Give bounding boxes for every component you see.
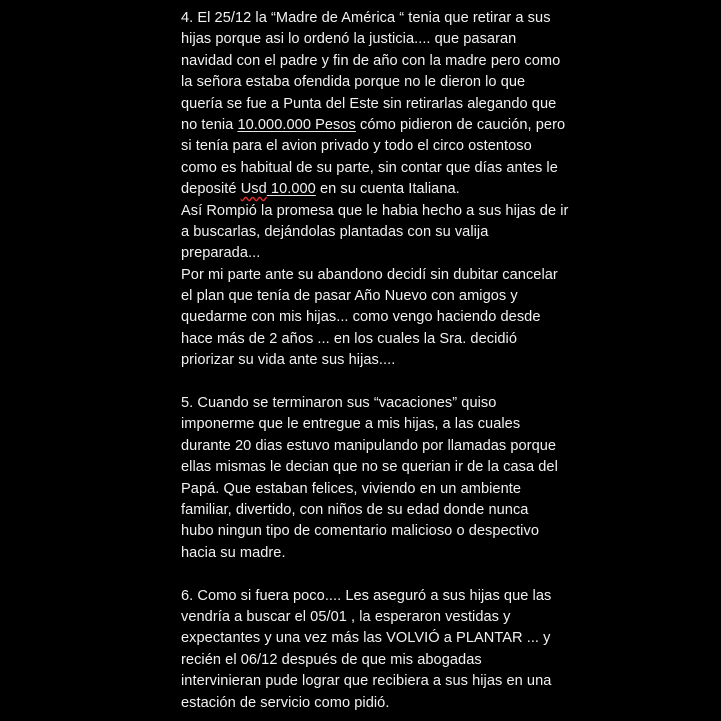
text-line: quedarme con mis hijas... como vengo haciendo desde [181,309,541,326]
text-line [181,179,551,200]
paragraph-spacer [181,564,551,585]
text-line: Papá. Que estaban felices, viviendo en un ambiente [181,480,522,497]
paragraph-5 [181,393,558,564]
text-line: vendría a buscar el 05/01 , la esperaron vestidas y [181,608,511,625]
text-run: cómo pidieron de caución, pero [355,116,566,133]
text-line: hacia su madre. [181,544,286,561]
text-line [181,115,566,136]
text-line: preparada... [181,245,261,262]
text-line: familiar, divertido, con niños de su edad donde nunca [181,501,529,518]
text-line: hace más de 2 años ... en los cuales la Sra. decidió [181,330,518,347]
text-line: estación de servicio como pidió. [181,694,390,711]
text-line: priorizar su vida ante sus hijas.... [181,352,396,369]
underlined-amount: 10.000 [266,181,316,198]
paragraph-4 [181,8,569,372]
text-line: hijas porque asi lo ordenó la justicia.... que pasaran [181,31,517,48]
text-line: a buscarlas, dejándolas plantadas con su valija [181,223,489,240]
paragraph-spacer [181,372,551,393]
text-line: la señora estaba ofendida porque no le dieron lo que [181,74,526,91]
paragraph-6 [181,586,551,714]
text-line: hubo ningun tipo de comentario malicioso o despectivo [181,523,539,540]
text-line: expectantes y una vez más las VOLVIÓ a PLANTAR ... y [181,630,551,647]
text-line: imponerme que le entregue a mis hijas, a las cuales [181,416,521,433]
text-line: durante 20 dias estuvo manipulando por llamadas porque [181,437,557,454]
text-line: 4. El 25/12 la “Madre de América “ tenia que retirar a sus [181,10,551,26]
text-line: si tenía para el avion privado y todo el circo ostentoso [181,138,532,155]
text-line: recién el 06/12 después de que mis abogadas [181,651,482,668]
document-body [181,8,569,714]
spellcheck-word: Usd [240,181,267,198]
text-line: quería se fue a Punta del Este sin retirarlas alegando que [181,95,557,112]
text-run: no tenia [181,116,238,133]
text-line: el plan que tenía de pasar Año Nuevo con amigos y [181,288,518,305]
text-line: navidad con el padre y fin de año con la madre pero como [181,52,561,69]
text-line: intervinieran pude lograr que recibiera a sus hijas en una [181,673,552,690]
text-run: en su cuenta Italiana. [315,181,460,198]
underlined-amount: 10.000.000 Pesos [237,116,356,133]
text-run: deposité [181,181,241,198]
text-line: Por mi parte ante su abandono decidí sin dubitar cancelar [181,266,558,283]
text-line: 5. Cuando se terminaron sus “vacaciones” quiso [181,395,497,412]
text-line: ellas mismas le decian que no se querian ir de la casa del [181,459,558,476]
text-line: como es habitual de su parte, sin contar que días antes le [181,159,558,176]
text-line: Así Rompió la promesa que le habia hecho a sus hijas de ir [181,202,569,219]
text-line: 6. Como si fuera poco.... Les aseguró a sus hijas que las [181,587,552,604]
